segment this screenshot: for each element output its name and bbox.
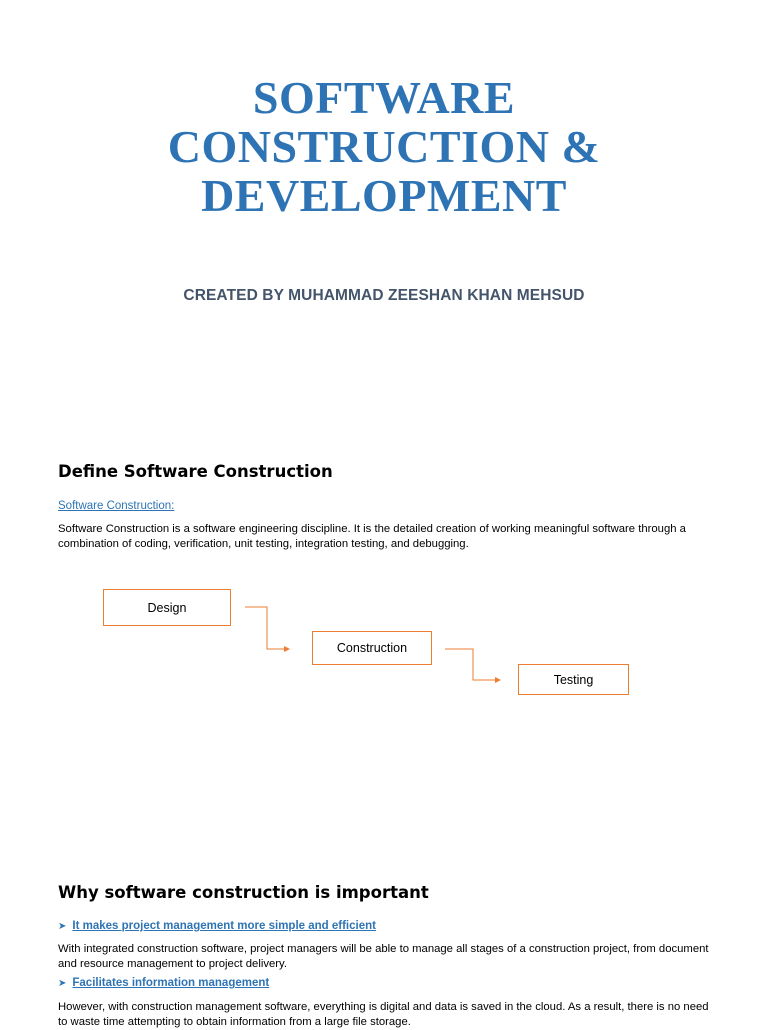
bullet-item-1-title: It makes project management more simple and efficient [72, 920, 376, 932]
title-line-1: SOFTWARE [252, 72, 516, 123]
connector-design-construction [245, 607, 289, 649]
arrow-bullet-icon: ➤ [58, 978, 67, 989]
title-line-2: CONSTRUCTION & [167, 121, 601, 172]
definition-paragraph: Software Construction is a software engineering discipline. It is the detailed creation of working meaningful software through a combination of coding, verification, unit testing, integration testing, and debugging. [58, 523, 686, 550]
bullet-item-2-title: Facilitates information management [72, 977, 270, 989]
flow-step-construction: Construction [312, 631, 432, 665]
arrow-bullet-icon: ➤ [58, 921, 67, 932]
flow-step-testing: Testing [518, 664, 629, 695]
author-byline: CREATED BY MUHAMMAD ZEESHAN KHAN MEHSUD [183, 287, 585, 304]
flow-step-design: Design [103, 589, 231, 626]
bullet-item-2-text: However, with construction management software, everything is digital and data is saved in the cloud. As a result, there is no need to waste time attempting to obtain information from a large file storage. [58, 1001, 709, 1028]
title-line-3: DEVELOPMENT [201, 170, 567, 221]
bullet-item-2 [58, 977, 269, 989]
subheading-software-construction: Software Construction: [58, 500, 175, 512]
bullet-item-1 [58, 920, 376, 932]
section-heading-define: Define Software Construction [58, 462, 333, 481]
bullet-item-1-text: With integrated construction software, project managers will be able to manage all stages of a construction project, from document and resource management to project delivery. [58, 943, 709, 970]
section-heading-why: Why software construction is important [58, 883, 429, 902]
connector-construction-testing [445, 649, 500, 680]
